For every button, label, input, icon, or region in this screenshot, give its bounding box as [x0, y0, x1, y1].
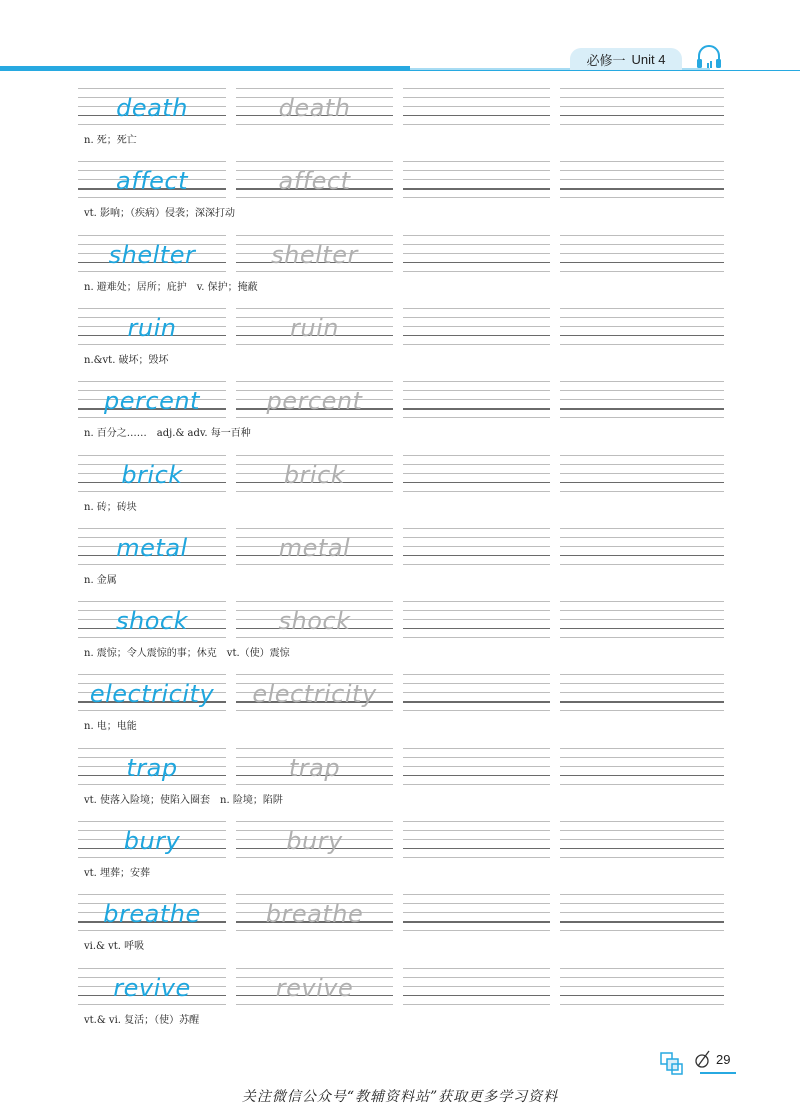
- guide-line: [403, 857, 550, 858]
- guide-line: [560, 610, 724, 611]
- model-word: affect: [116, 167, 188, 196]
- guide-line: [236, 601, 393, 602]
- guide-line: [403, 399, 550, 400]
- guide-line: [560, 995, 724, 996]
- guide-line: [236, 857, 393, 858]
- guide-line: [78, 821, 226, 822]
- practice-cell-1[interactable]: [403, 674, 550, 734]
- guide-line: [560, 748, 724, 749]
- guide-line: [403, 839, 550, 840]
- guide-line: [403, 528, 550, 529]
- trace-word-cell: [236, 455, 393, 515]
- guide-line: [78, 344, 226, 345]
- practice-cell-1[interactable]: [403, 894, 550, 954]
- trace-word: breathe: [265, 900, 364, 929]
- model-word: shelter: [108, 240, 196, 269]
- practice-cell-1[interactable]: [403, 601, 550, 661]
- guide-line: [403, 830, 550, 831]
- guide-line: [560, 921, 724, 922]
- model-word: ruin: [127, 313, 177, 342]
- guide-line: [78, 455, 226, 456]
- page-number: 29: [716, 1052, 731, 1067]
- practice-cell-1[interactable]: [403, 528, 550, 588]
- guide-line: [560, 839, 724, 840]
- practice-cell-1[interactable]: [403, 455, 550, 515]
- guide-line: [78, 161, 226, 162]
- word-definition: vi.& vt. 呼吸: [84, 937, 146, 952]
- guide-line: [403, 977, 550, 978]
- guide-line: [403, 308, 550, 309]
- guide-line: [78, 124, 226, 125]
- guide-line: [78, 784, 226, 785]
- practice-cell-2[interactable]: [560, 528, 724, 588]
- guide-line: [78, 968, 226, 969]
- guide-line: [403, 912, 550, 913]
- guide-line: [560, 903, 724, 904]
- guide-line: [236, 1004, 393, 1005]
- guide-line: [560, 1004, 724, 1005]
- guide-line: [78, 637, 226, 638]
- model-word: electricity: [89, 680, 215, 709]
- guide-line: [560, 637, 724, 638]
- guide-line: [403, 124, 550, 125]
- guide-line: [236, 455, 393, 456]
- guide-line: [236, 637, 393, 638]
- guide-line: [78, 748, 226, 749]
- trace-word: trap: [288, 753, 341, 782]
- guide-line: [236, 930, 393, 931]
- guide-line: [78, 857, 226, 858]
- trace-word: brick: [283, 460, 346, 489]
- guide-line: [560, 894, 724, 895]
- practice-cell-2[interactable]: [560, 455, 724, 515]
- guide-line: [403, 701, 550, 702]
- model-word: trap: [126, 753, 178, 782]
- guide-line: [560, 821, 724, 822]
- vocab-row: [0, 153, 800, 226]
- vocab-row: [0, 300, 800, 373]
- guide-line: [560, 326, 724, 327]
- guide-line: [403, 344, 550, 345]
- guide-line: [560, 381, 724, 382]
- guide-line: [78, 528, 226, 529]
- practice-cell-1[interactable]: [403, 88, 550, 148]
- guide-line: [403, 546, 550, 547]
- guide-line: [78, 381, 226, 382]
- practice-cell-1[interactable]: [403, 161, 550, 221]
- guide-line: [560, 464, 724, 465]
- guide-line: [560, 701, 724, 702]
- trace-word-cell: [236, 308, 393, 368]
- guide-line: [560, 757, 724, 758]
- guide-line: [78, 1004, 226, 1005]
- practice-cell-2[interactable]: [560, 748, 724, 808]
- guide-line: [236, 235, 393, 236]
- guide-line: [403, 903, 550, 904]
- guide-line: [78, 235, 226, 236]
- guide-line: [560, 601, 724, 602]
- guide-line: [403, 408, 550, 409]
- model-word: death: [116, 94, 188, 122]
- guide-line: [403, 390, 550, 391]
- headphones-icon: [694, 44, 724, 70]
- guide-line: [560, 986, 724, 987]
- guide-line: [403, 619, 550, 620]
- guide-line: [403, 601, 550, 602]
- guide-line: [560, 546, 724, 547]
- word-definition: n.&vt. 破坏；毁坏: [84, 351, 171, 366]
- guide-line: [403, 848, 550, 849]
- practice-cell-1[interactable]: [403, 748, 550, 808]
- guide-line: [236, 894, 393, 895]
- practice-cell-1[interactable]: [403, 968, 550, 1028]
- guide-line: [560, 408, 724, 409]
- word-definition: n. 砖；砖块: [84, 498, 139, 513]
- guide-line: [560, 197, 724, 198]
- guide-line: [403, 491, 550, 492]
- guide-line: [236, 821, 393, 822]
- guide-line: [560, 244, 724, 245]
- model-word: percent: [104, 387, 200, 416]
- practice-cell-1[interactable]: [403, 308, 550, 368]
- trace-word-cell: [236, 894, 393, 954]
- vocab-row: [0, 80, 800, 153]
- practice-cell-2[interactable]: [560, 235, 724, 295]
- guide-line: [560, 399, 724, 400]
- guide-line: [403, 235, 550, 236]
- guide-line: [403, 170, 550, 171]
- vocab-row: [0, 740, 800, 813]
- guide-line: [560, 417, 724, 418]
- practice-cell-2[interactable]: [560, 381, 724, 441]
- guide-line: [403, 775, 550, 776]
- guide-line: [403, 784, 550, 785]
- practice-cell-1[interactable]: [403, 381, 550, 441]
- guide-line: [403, 986, 550, 987]
- model-word: metal: [116, 533, 188, 562]
- guide-line: [560, 390, 724, 391]
- word-definition: n. 死；死亡: [84, 131, 139, 146]
- word-definition: vt. 埋葬；安葬: [84, 864, 152, 879]
- trace-word-cell: [236, 161, 393, 221]
- guide-line: [236, 308, 393, 309]
- guide-line: [560, 317, 724, 318]
- guide-line: [403, 179, 550, 180]
- guide-line: [560, 491, 724, 492]
- guide-line: [403, 106, 550, 107]
- guide-line: [560, 106, 724, 107]
- guide-line: [560, 170, 724, 171]
- guide-line: [403, 417, 550, 418]
- practice-cell-2[interactable]: [560, 601, 724, 661]
- practice-cell-2[interactable]: [560, 968, 724, 1028]
- guide-line: [403, 197, 550, 198]
- guide-line: [560, 775, 724, 776]
- guide-line: [403, 271, 550, 272]
- page-number-underline: [700, 1072, 736, 1074]
- guide-line: [560, 968, 724, 969]
- trace-word-cell: [236, 968, 393, 1028]
- guide-line: [560, 235, 724, 236]
- guide-line: [403, 748, 550, 749]
- guide-line: [78, 601, 226, 602]
- guide-line: [403, 555, 550, 556]
- guide-line: [560, 619, 724, 620]
- trace-word-cell: [236, 88, 393, 148]
- trace-word-cell: [236, 528, 393, 588]
- guide-line: [560, 179, 724, 180]
- guide-line: [78, 674, 226, 675]
- model-word: breathe: [103, 900, 201, 929]
- guide-line: [560, 308, 724, 309]
- guide-line: [403, 115, 550, 116]
- guide-line: [560, 674, 724, 675]
- course-name: 必修一: [586, 53, 626, 69]
- guide-line: [560, 455, 724, 456]
- header-divider: [0, 70, 800, 71]
- guide-line: [236, 381, 393, 382]
- vocab-row: [0, 227, 800, 300]
- guide-line: [403, 821, 550, 822]
- guide-line: [560, 977, 724, 978]
- trace-word: bury: [286, 827, 343, 855]
- guide-line: [403, 674, 550, 675]
- guide-line: [560, 528, 724, 529]
- guide-line: [403, 683, 550, 684]
- trace-word: revive: [275, 973, 354, 1002]
- trace-word: shelter: [271, 240, 358, 269]
- pen-nib-icon: [694, 1049, 712, 1069]
- word-definition: n. 震惊；令人震惊的事；休克 vt.（使）震惊: [84, 644, 292, 659]
- word-definition: n. 金属: [84, 571, 119, 586]
- word-definition: n. 百分之…… adj.& adv. 每一百种: [84, 424, 253, 439]
- guide-line: [403, 464, 550, 465]
- guide-line: [560, 262, 724, 263]
- word-definition: vt. 影响；（疾病）侵袭；深深打动: [84, 204, 237, 219]
- guide-line: [236, 271, 393, 272]
- guide-line: [78, 308, 226, 309]
- guide-line: [560, 188, 724, 189]
- guide-line: [403, 968, 550, 969]
- guide-line: [236, 564, 393, 565]
- vocab-row: [0, 593, 800, 666]
- guide-line: [560, 537, 724, 538]
- guide-line: [403, 766, 550, 767]
- trace-word: percent: [266, 387, 363, 416]
- overlapping-squares-icon: [660, 1052, 684, 1076]
- vocab-row: [0, 447, 800, 520]
- guide-line: [403, 335, 550, 336]
- vocab-row: [0, 960, 800, 1033]
- guide-line: [560, 683, 724, 684]
- guide-line: [78, 417, 226, 418]
- guide-line: [403, 564, 550, 565]
- vocab-row: [0, 520, 800, 593]
- guide-line: [236, 88, 393, 89]
- guide-line: [560, 253, 724, 254]
- word-definition: vt. 使落入险境；使陷入圈套 n. 险境；陷阱: [84, 791, 285, 806]
- guide-line: [560, 564, 724, 565]
- model-word: brick: [121, 460, 183, 489]
- guide-line: [236, 710, 393, 711]
- guide-line: [403, 610, 550, 611]
- vocab-row: [0, 373, 800, 446]
- guide-line: [236, 748, 393, 749]
- trace-word-cell: [236, 674, 393, 734]
- guide-line: [236, 968, 393, 969]
- guide-line: [560, 161, 724, 162]
- guide-line: [78, 271, 226, 272]
- guide-line: [560, 848, 724, 849]
- guide-line: [78, 710, 226, 711]
- footer-note: 关注微信公众号“教辅资料站”获取更多学习资料: [241, 1089, 559, 1105]
- trace-word: ruin: [290, 313, 339, 342]
- trace-word-cell: [236, 821, 393, 881]
- guide-line: [560, 930, 724, 931]
- guide-line: [403, 930, 550, 931]
- guide-line: [236, 674, 393, 675]
- practice-cell-1[interactable]: [403, 235, 550, 295]
- practice-cell-2[interactable]: [560, 161, 724, 221]
- guide-line: [560, 857, 724, 858]
- guide-line: [560, 912, 724, 913]
- guide-line: [560, 482, 724, 483]
- guide-line: [236, 344, 393, 345]
- guide-line: [78, 491, 226, 492]
- guide-line: [403, 482, 550, 483]
- guide-line: [403, 537, 550, 538]
- guide-line: [403, 244, 550, 245]
- guide-line: [560, 555, 724, 556]
- guide-line: [403, 995, 550, 996]
- guide-line: [403, 381, 550, 382]
- guide-line: [403, 637, 550, 638]
- vocab-row: [0, 886, 800, 959]
- guide-line: [560, 628, 724, 629]
- model-word: bury: [123, 827, 181, 855]
- guide-line: [236, 784, 393, 785]
- practice-cell-2[interactable]: [560, 674, 724, 734]
- guide-line: [403, 473, 550, 474]
- unit-name: Unit 4: [631, 51, 666, 67]
- guide-line: [78, 894, 226, 895]
- guide-line: [560, 344, 724, 345]
- model-word: shock: [116, 607, 188, 636]
- word-definition: n. 电；电能: [84, 717, 139, 732]
- guide-line: [403, 317, 550, 318]
- practice-cell-2[interactable]: [560, 88, 724, 148]
- guide-line: [403, 757, 550, 758]
- trace-word: affect: [278, 167, 351, 196]
- word-definition: vt.& vi. 复活；（使）苏醒: [84, 1011, 201, 1026]
- guide-line: [403, 1004, 550, 1005]
- guide-line: [403, 894, 550, 895]
- guide-line: [403, 253, 550, 254]
- word-definition: n. 避难处；居所；庇护 v. 保护；掩蔽: [84, 278, 260, 293]
- guide-line: [560, 88, 724, 89]
- guide-line: [560, 271, 724, 272]
- guide-line: [403, 455, 550, 456]
- guide-line: [560, 335, 724, 336]
- guide-line: [236, 491, 393, 492]
- model-word: revive: [113, 973, 191, 1002]
- guide-line: [78, 930, 226, 931]
- guide-line: [236, 528, 393, 529]
- practice-cell-2[interactable]: [560, 894, 724, 954]
- trace-word-cell: [236, 381, 393, 441]
- guide-line: [560, 766, 724, 767]
- guide-line: [78, 88, 226, 89]
- guide-line: [236, 197, 393, 198]
- guide-line: [403, 188, 550, 189]
- guide-line: [560, 830, 724, 831]
- vocab-row: [0, 813, 800, 886]
- guide-line: [403, 628, 550, 629]
- guide-line: [560, 710, 724, 711]
- practice-cell-2[interactable]: [560, 308, 724, 368]
- guide-line: [236, 417, 393, 418]
- vocab-row: [0, 666, 800, 739]
- guide-line: [560, 692, 724, 693]
- guide-line: [78, 564, 226, 565]
- trace-word: metal: [278, 533, 351, 562]
- guide-line: [403, 710, 550, 711]
- guide-line: [403, 326, 550, 327]
- guide-line: [403, 88, 550, 89]
- guide-line: [560, 473, 724, 474]
- guide-line: [236, 124, 393, 125]
- trace-word: shock: [278, 607, 351, 636]
- guide-line: [560, 115, 724, 116]
- guide-line: [78, 197, 226, 198]
- practice-cell-1[interactable]: [403, 821, 550, 881]
- guide-line: [403, 161, 550, 162]
- guide-line: [403, 97, 550, 98]
- guide-line: [403, 262, 550, 263]
- trace-word: electricity: [252, 680, 377, 709]
- guide-line: [403, 692, 550, 693]
- unit-label: [570, 48, 682, 70]
- guide-line: [236, 161, 393, 162]
- guide-line: [560, 784, 724, 785]
- guide-line: [560, 97, 724, 98]
- trace-word: death: [278, 94, 351, 122]
- guide-line: [403, 921, 550, 922]
- guide-line: [560, 124, 724, 125]
- practice-cell-2[interactable]: [560, 821, 724, 881]
